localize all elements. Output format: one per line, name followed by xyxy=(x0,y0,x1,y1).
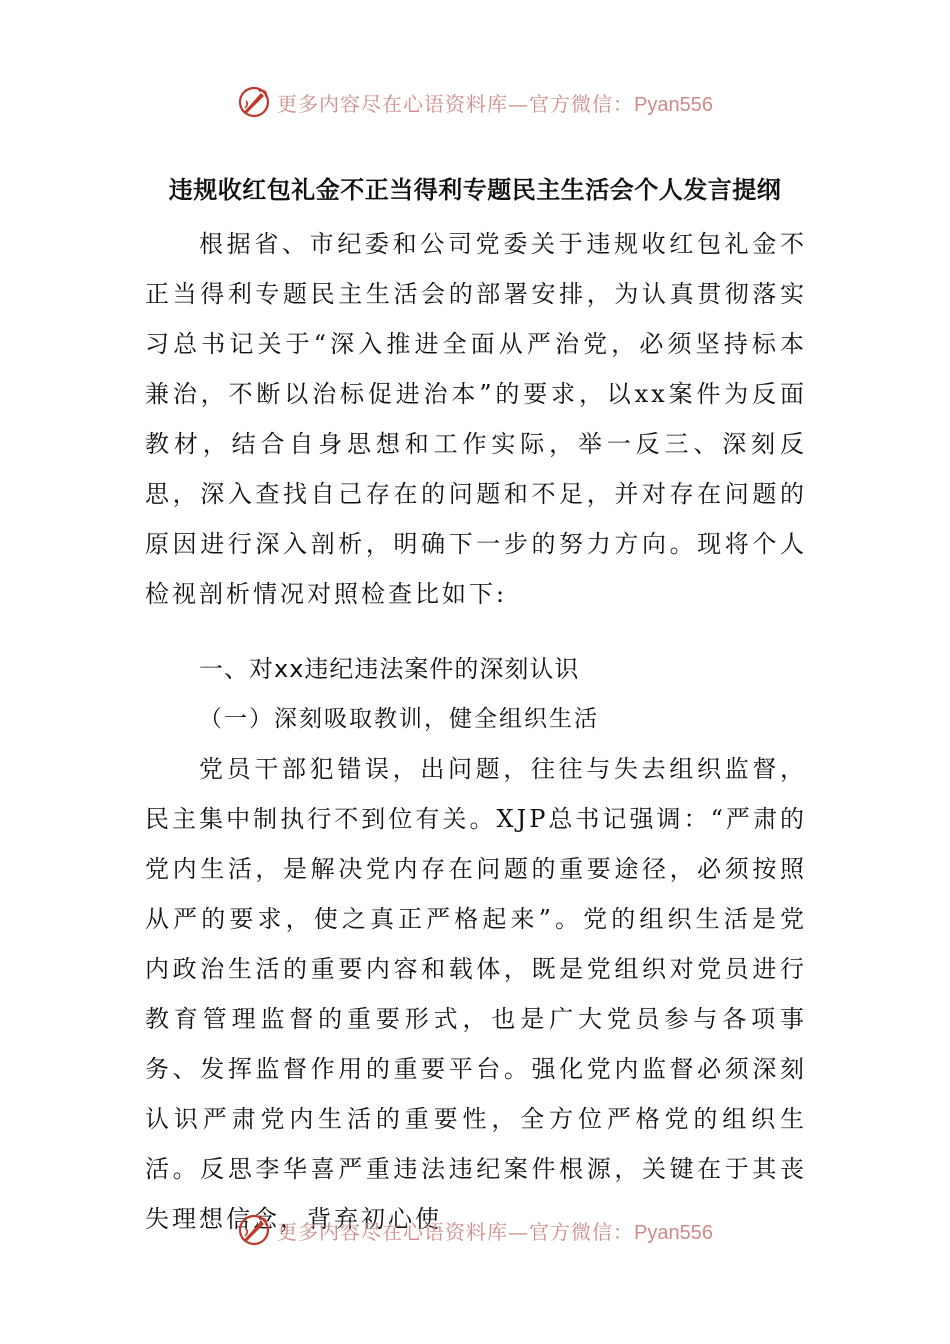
quill-pen-logo-icon xyxy=(237,1213,271,1247)
watermark-text: 更多内容尽在心语资料库—官方微信：Pyan556 xyxy=(277,1219,713,1244)
wechat-id: Pyan556 xyxy=(634,93,713,116)
subsection-heading: （一）深刻吸取教训，健全组织生活 xyxy=(199,706,599,732)
watermark-text: 更多内容尽在心语资料库—官方微信：Pyan556 xyxy=(277,91,713,116)
quill-pen-logo-icon xyxy=(237,85,271,119)
document-title: 违规收红包礼金不正当得利专题民主生活会个人发言提纲 xyxy=(168,176,782,204)
intro-paragraph: 根据省、市纪委和公司党委关于违规收红包礼金不正当得利专题民主生活会的部署安排，为认真贯彻落实习总书记关于“深入推进全面从严治党，必须坚持标本兼治，不断以治标促进治本”的要求，以xx案件为反面教材，结合自身思想和工作实际，举一反三、深刻反思，深入查找自己存在的问题和不足，并对存在问题的原因进行深入剖析，明确下一步的努力方向。现将个人检视剖析情况对照检查比如下: xyxy=(145,230,807,608)
header-watermark xyxy=(0,82,950,122)
footer-watermark xyxy=(0,1210,950,1250)
wechat-id: Pyan556 xyxy=(634,1221,713,1244)
section-heading: 一、对xx违纪违法案件的深刻认识 xyxy=(199,655,580,683)
body-paragraph: 党员干部犯错误，出问题，往往与失去组织监督，民主集中制执行不到位有关。XJP总书记强调：“严肃的党内生活，是解决党内存在问题的重要途径，必须按照从严的要求，使之真正严格起来”。党的组织生活是党内政治生活的重要内容和载体，既是党组织对党员进行教育管理监督的重要形式，也是广大党员参与各项事务、发挥监督作用的重要平台。强化党内监督必须深刻认识严肃党内生活的重要性，全方位严格党的组织生活。反思李华喜严重违法违纪案件根源，关键在于其丧失理想信念，背弃初心使 xyxy=(145,755,807,1233)
